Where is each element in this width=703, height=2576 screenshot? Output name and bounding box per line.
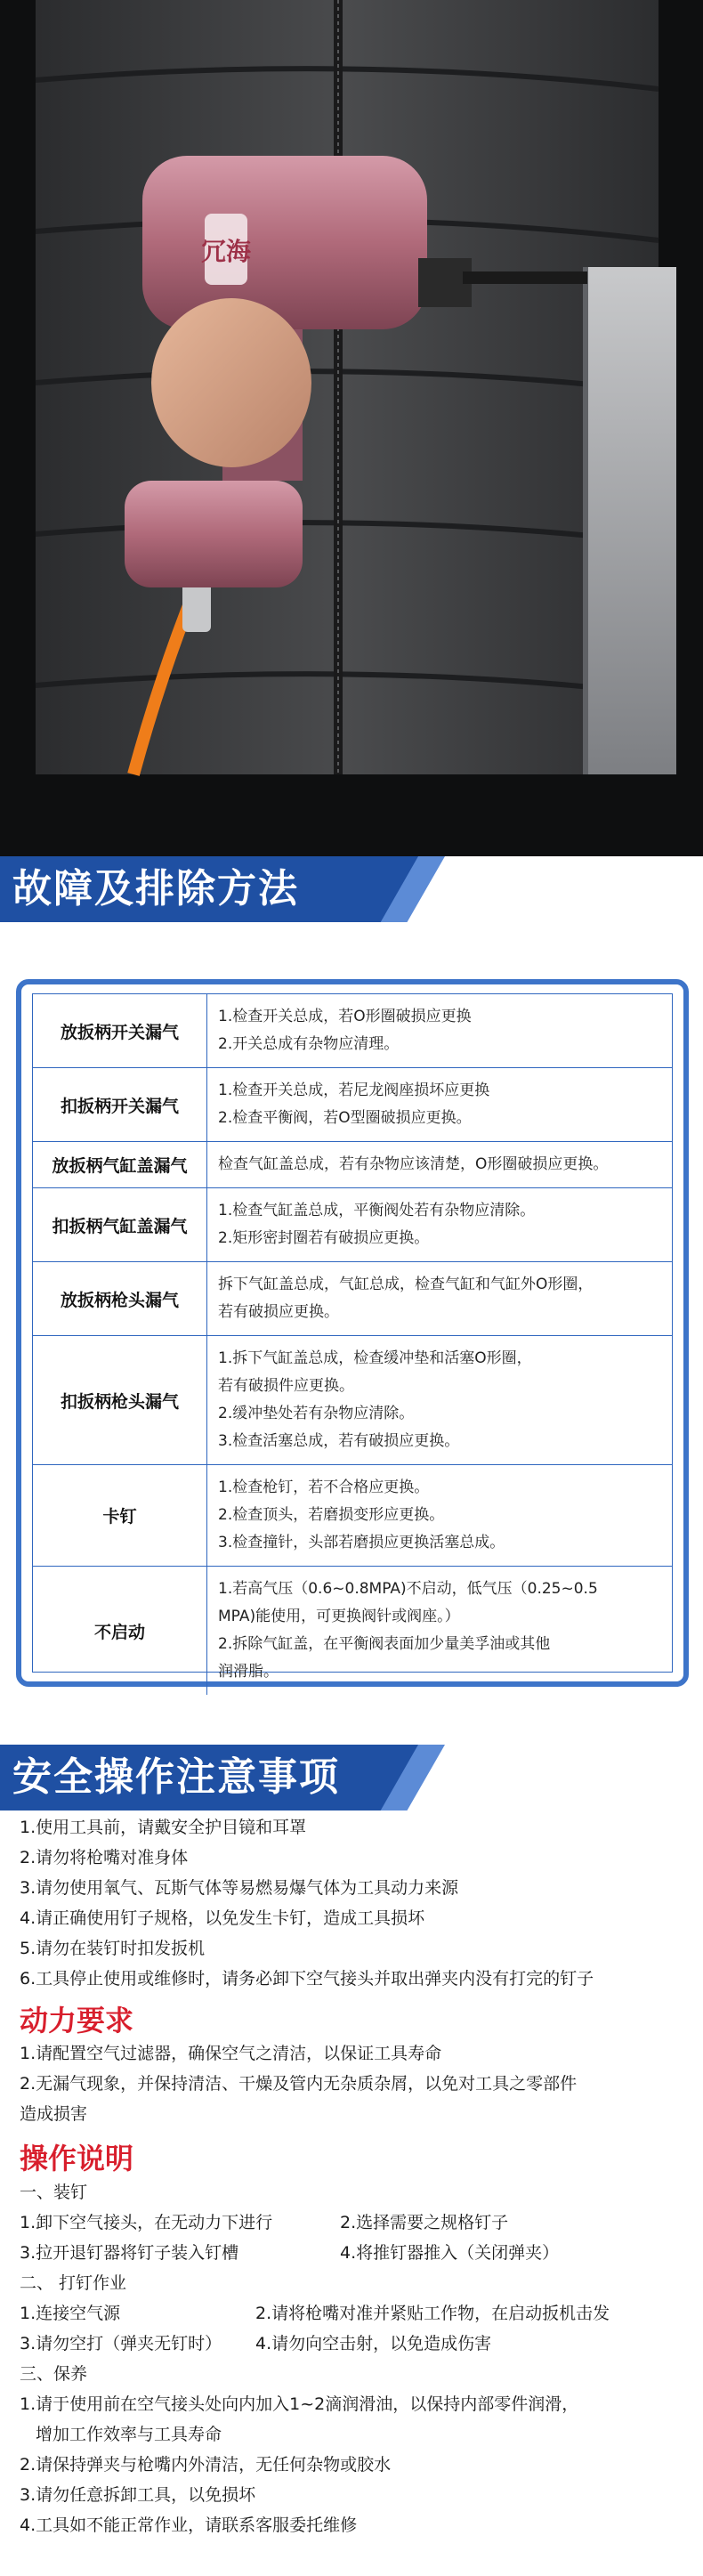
remedy-line: 2.矩形密封圈若有破损应更换。 [218, 1229, 430, 1247]
nail-step: 1.连接空气源 [20, 2304, 121, 2323]
fault-name: 卡钉 [33, 1465, 207, 1566]
trouble-row [33, 1068, 672, 1142]
trouble-row [33, 1142, 672, 1188]
fault-name: 放扳柄气缸盖漏气 [33, 1142, 207, 1187]
remedy-line: 1.拆下气缸盖总成，检查缓冲垫和活塞O形圈， [218, 1349, 532, 1367]
power-subhead: 动力要求 [20, 2004, 134, 2037]
nail-title: 二、 打钉作业 [20, 2273, 127, 2293]
maint-item: 2.请保持弹夹与枪嘴内外清洁，无任何杂物或胶水 [20, 2455, 392, 2475]
tool-in-hand-illustration [0, 0, 703, 856]
safety-section-title: 安全操作注意事项 [12, 1754, 340, 1800]
operation-content [20, 2177, 696, 2540]
trouble-section-title: 故障及排除方法 [12, 866, 299, 911]
safety-item: 5.请勿在装钉时扣发扳机 [20, 1939, 206, 1958]
brand-mark-text: 冗海 [200, 237, 252, 266]
nail-row-1 [20, 2298, 696, 2329]
fault-remedy [207, 1068, 672, 1141]
fault-name: 放扳柄枪头漏气 [33, 1262, 207, 1335]
fault-remedy [207, 1142, 672, 1187]
maint-item: 1.请于使用前在空气接头处向内加入1~2滴润滑油，以保持内部零件润滑， [20, 2394, 579, 2414]
trouble-section-banner [0, 856, 703, 922]
remedy-line: 1.检查开关总成，若O形圈破损应更换 [218, 1008, 472, 1025]
power-item: 1.请配置空气过滤器，确保空气之清洁，以保证工具寿命 [20, 2044, 442, 2063]
safety-item: 4.请正确使用钉子规格，以免发生卡钉，造成工具损坏 [20, 1908, 425, 1928]
fault-name: 扣扳柄枪头漏气 [33, 1336, 207, 1464]
remedy-line: 3.检查活塞总成，若有破损应更换。 [218, 1432, 460, 1450]
nail-step: 2.请将枪嘴对准并紧贴工作物，在启动扳机击发 [255, 2304, 610, 2323]
power-item: 2.无漏气现象，并保持清洁、干燥及管内无杂质杂屑，以免对工具之零部件 [20, 2074, 578, 2094]
load-row-1 [20, 2207, 696, 2238]
trouble-table-frame [16, 979, 689, 1687]
load-step: 1.卸下空气接头，在无动力下进行 [20, 2213, 273, 2232]
remedy-line: 3.检查撞针，头部若磨损应更换活塞总成。 [218, 1534, 505, 1551]
nail-row-2 [20, 2329, 696, 2359]
fault-remedy [207, 994, 672, 1067]
remedy-line: 若有破损件应更换。 [218, 1377, 354, 1395]
trouble-row [33, 1465, 672, 1567]
operation-subhead: 操作说明 [20, 2142, 134, 2175]
safety-item: 6.工具停止使用或维修时，请务必卸下空气接头并取出弹夹内没有打完的钉子 [20, 1969, 594, 1989]
trouble-row [33, 1262, 672, 1336]
remedy-line: 2.拆除气缸盖，在平衡阀表面加少量美孚油或其他 [218, 1635, 551, 1653]
trouble-table [32, 993, 673, 1681]
safety-section-banner [0, 1745, 703, 1810]
trouble-row [33, 1188, 672, 1262]
load-row-2 [20, 2238, 696, 2268]
maint-item: 增加工作效率与工具寿命 [36, 2425, 222, 2444]
remedy-line: 2.检查顶头，若磨损变形应更换。 [218, 1506, 445, 1524]
load-step: 2.选择需要之规格钉子 [340, 2213, 509, 2232]
trouble-row [33, 994, 672, 1068]
load-title: 一、装钉 [20, 2183, 88, 2202]
fault-name: 扣扳柄开关漏气 [33, 1068, 207, 1141]
fault-name: 不启动 [33, 1567, 207, 1695]
safety-item: 1.使用工具前，请戴安全护目镜和耳罩 [20, 1818, 307, 1837]
nail-step: 4.请勿向空击射，以免造成伤害 [255, 2334, 492, 2353]
fault-name: 扣扳柄气缸盖漏气 [33, 1188, 207, 1261]
power-list [20, 2038, 696, 2129]
remedy-line: 2.检查平衡阀，若O型圈破损应更换。 [218, 1109, 472, 1127]
remedy-line: 1.若高气压（0.6~0.8MPA)不启动，低气压（0.25~0.5 [218, 1580, 598, 1598]
maint-list [20, 2389, 696, 2540]
remedy-line: 拆下气缸盖总成，气缸总成，检查气缸和气缸外O形圈， [218, 1276, 594, 1293]
remedy-line: 润滑脂。 [218, 1663, 279, 1681]
remedy-line: 检查气缸盖总成，若有杂物应该清楚，O形圈破损应更换。 [218, 1155, 609, 1173]
nail-step: 3.请勿空打（弹夹无钉时） [20, 2334, 222, 2353]
remedy-line: 若有破损应更换。 [218, 1303, 339, 1321]
maint-title: 三、保养 [20, 2364, 88, 2384]
remedy-line: 2.缓冲垫处若有杂物应清除。 [218, 1405, 415, 1422]
maint-item: 4.工具如不能正常作业，请联系客服委托维修 [20, 2515, 358, 2535]
trouble-row [33, 1567, 672, 1695]
remedy-line: MPA)能使用，可更换阀针或阀座。） [218, 1608, 460, 1625]
fault-remedy [207, 1465, 672, 1566]
power-item: 造成损害 [20, 2104, 88, 2124]
safety-item: 3.请勿使用氧气、瓦斯气体等易燃易爆气体为工具动力来源 [20, 1878, 459, 1898]
remedy-line: 1.检查气缸盖总成，平衡阀处若有杂物应清除。 [218, 1202, 536, 1219]
remedy-line: 1.检查开关总成，若尼龙阀座损坏应更换 [218, 1081, 490, 1099]
fault-remedy [207, 1567, 672, 1695]
load-step: 4.将推钉器推入（关闭弹夹） [340, 2243, 560, 2263]
remedy-line: 1.检查枪钉，若不合格应更换。 [218, 1478, 430, 1496]
maint-item: 3.请勿任意拆卸工具，以免损坏 [20, 2485, 256, 2505]
fault-remedy [207, 1188, 672, 1261]
safety-list [20, 1812, 696, 1994]
fault-remedy [207, 1262, 672, 1335]
fault-remedy [207, 1336, 672, 1464]
safety-item: 2.请勿将枪嘴对准身体 [20, 1848, 189, 1867]
trouble-row [33, 1336, 672, 1465]
fault-name: 放扳柄开关漏气 [33, 994, 207, 1067]
hero-product-photo [0, 0, 703, 856]
remedy-line: 2.开关总成有杂物应清理。 [218, 1035, 400, 1053]
load-step: 3.拉开退钉器将钉子装入钉槽 [20, 2243, 239, 2263]
